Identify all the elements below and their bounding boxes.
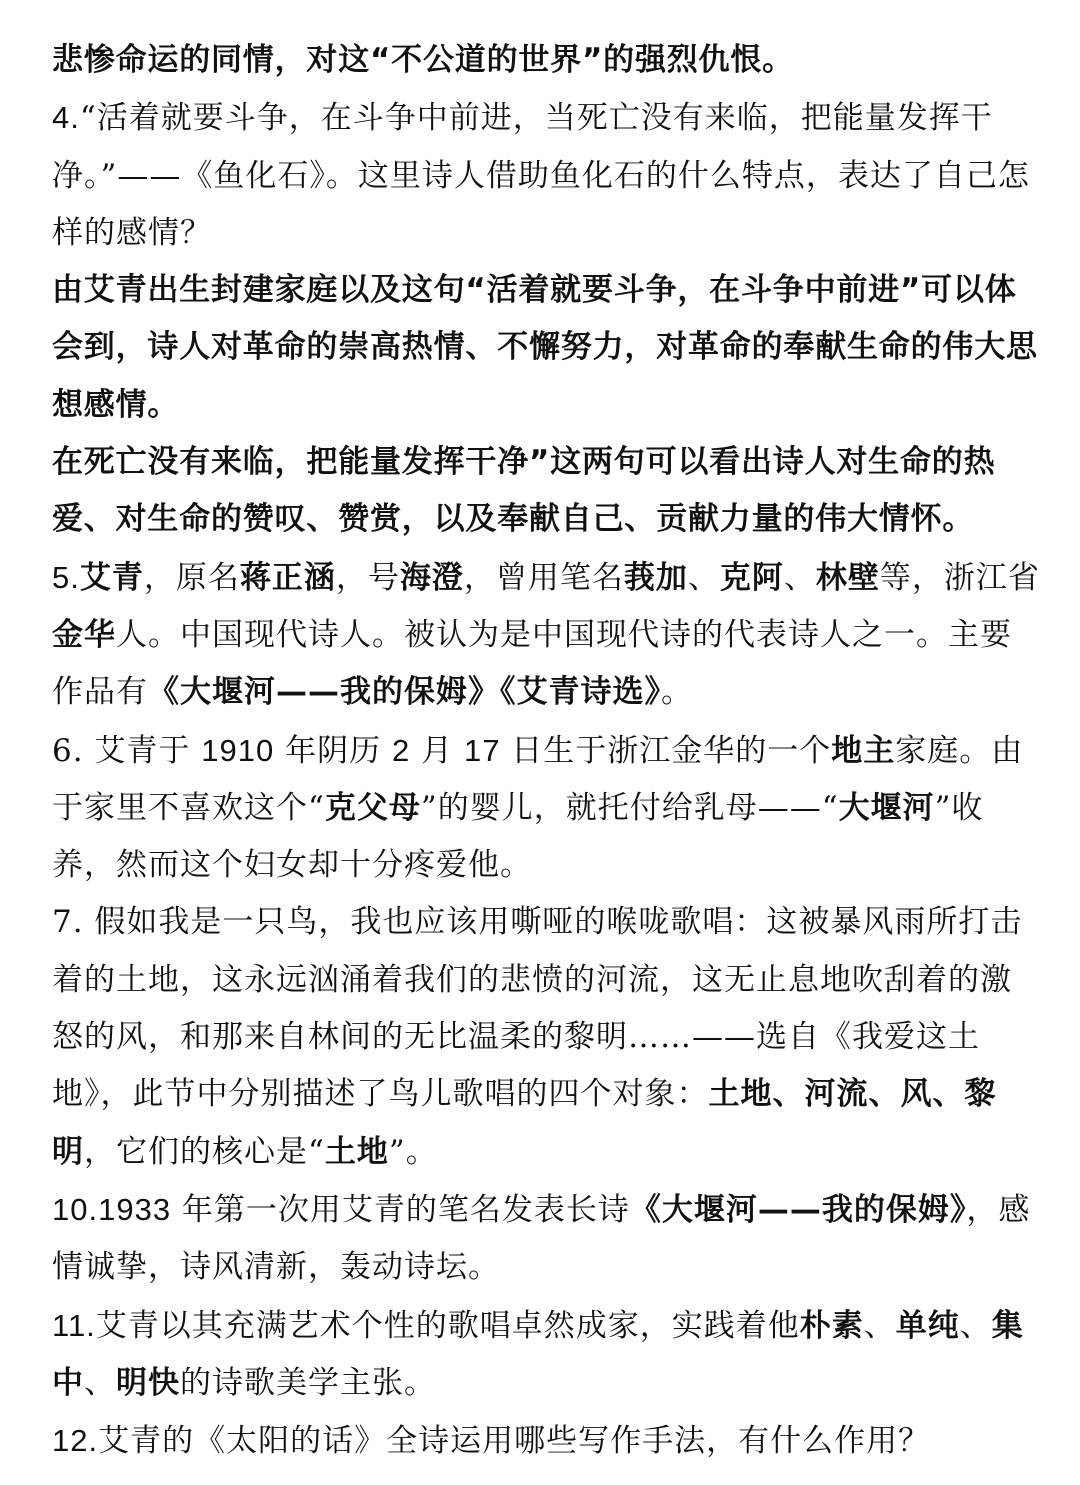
text-segment: 日生于浙江金华的一个 (500, 732, 832, 769)
text-segment: “活着就要斗争，在斗争中前进，当死亡没有来临，把能量发挥干净。”——《鱼化石》。这里诗人借助鱼化石的什么特点，表达了自己怎样的感情？ (52, 100, 1030, 251)
bold-text-segment: 莪加 (623, 559, 688, 596)
bold-text-segment: 朴素 (799, 1307, 864, 1344)
question-paragraph (52, 89, 1040, 262)
text-segment: 。 (661, 674, 693, 711)
question-paragraph (52, 1412, 1040, 1470)
text-segment: 家庭。由于家里不喜欢这个“ (52, 732, 1024, 826)
text-segment: ，原名 (143, 559, 240, 596)
bold-text-segment: 明快 (116, 1364, 180, 1401)
bold-text-segment: 海澄 (399, 559, 464, 596)
text-segment: 年第一次用艾青的笔名发表长诗 (171, 1191, 630, 1228)
text-segment: ，感情诚挚，诗风清新，轰动诗坛。 (52, 1191, 1031, 1286)
item-number: 11. (52, 1307, 96, 1343)
text-segment: 、 (863, 1307, 896, 1344)
item-number: 4. (52, 100, 80, 136)
bold-text-segment: 金华 (52, 616, 116, 653)
text-segment: 年阴历 (274, 732, 392, 769)
bold-text-segment: 大堰河 (838, 789, 935, 826)
item-number: 17 (463, 732, 501, 768)
text-segment: 7. 假如我是一只鸟，我也应该用嘶哑的喉咙歌唱：这被暴风雨所打击着的土地，这永远汹涌着我们的悲愤的河流，这无止息地吹刮着的激怒的风，和那来自林间的无比温柔的黎明……——选自《我爱这土地》，此节中分别描述了鸟儿歌唱的四个对象： (52, 904, 1023, 1113)
text-segment: ，号 (335, 559, 400, 596)
text-segment: ，它们的核心是“ (84, 1133, 325, 1170)
answer-paragraph (52, 262, 1040, 434)
text-segment: 艾青的《太阳的话》全诗运用哪些写作手法，有什么作用？ (98, 1423, 931, 1460)
bold-text-segment: 土地 (324, 1133, 389, 1170)
bold-text-segment: 《大堰河——我的保姆》 (629, 1191, 967, 1228)
text-segment: ”收养，然而这个妇女却十分疼爱他。 (52, 789, 984, 884)
item-number: 2 (391, 732, 411, 768)
text-segment: 、 (783, 559, 816, 596)
answer-paragraph (52, 434, 1040, 549)
bold-text-segment: 克父母 (324, 789, 421, 826)
question-paragraph (52, 1297, 1040, 1413)
text-segment: 、 (84, 1364, 116, 1401)
document-body (52, 32, 1040, 1470)
question-paragraph (52, 1181, 1040, 1297)
text-segment: 6. 艾青于 (52, 732, 202, 769)
text-segment: 艾青以其充满艺术个性的歌唱卓然成家，实践着他 (95, 1307, 800, 1344)
bold-text-segment: 土地、河流、风、黎明 (52, 1076, 997, 1170)
bold-text-segment: 蒋正涵 (239, 559, 336, 596)
text-segment: 、 (959, 1307, 992, 1344)
text-segment: 月 (410, 732, 464, 769)
item-number: 5. (52, 559, 80, 595)
bold-text-segment: 艾青 (79, 559, 144, 596)
question-paragraph (52, 549, 1040, 722)
question-paragraph (52, 894, 1040, 1180)
question-paragraph (52, 722, 1040, 895)
text-segment: 、 (687, 559, 720, 596)
bold-text-segment: 由艾青出生封建家庭以及这句“活着就要斗争，在斗争中前进”可以体会到，诗人对革命的崇高热情、不懈努力，对革命的奉献生命的伟大思想感情。 (52, 272, 1038, 423)
bold-text-segment: 单纯 (895, 1307, 960, 1344)
text-segment: ”。 (388, 1133, 438, 1170)
item-number: 1910 (201, 732, 275, 768)
bold-text-segment: 集中 (52, 1307, 1024, 1401)
item-number: 10.1933 (52, 1191, 172, 1227)
text-segment: ，曾用笔名 (463, 559, 624, 596)
bold-text-segment: 克阿 (719, 559, 784, 596)
bold-text-segment: 地主 (831, 732, 896, 769)
text-segment: 的诗歌美学主张。 (180, 1364, 436, 1401)
bold-text-segment: 悲惨命运的同情，对这“不公道的世界”的强烈仇恨。 (52, 42, 794, 78)
bold-text-segment: 林壁 (815, 559, 880, 596)
item-number: 12. (52, 1423, 99, 1459)
bold-text-segment: 《大堰河——我的保姆》《艾青诗选》 (148, 674, 661, 711)
answer-paragraph (52, 32, 1040, 89)
text-segment: ”的婴儿，就托付给乳母——“ (420, 789, 839, 826)
text-segment: 等，浙江省 (879, 559, 1040, 596)
text-segment: 人。中国现代诗人。被认为是中国现代诗的代表诗人之一。主要作品有 (52, 616, 1012, 711)
bold-text-segment: 在死亡没有来临，把能量发挥干净”这两句可以看出诗人对生命的热爱、对生命的赞叹、赞赏，以及奉献自己、贡献力量的伟大情怀。 (52, 444, 996, 538)
